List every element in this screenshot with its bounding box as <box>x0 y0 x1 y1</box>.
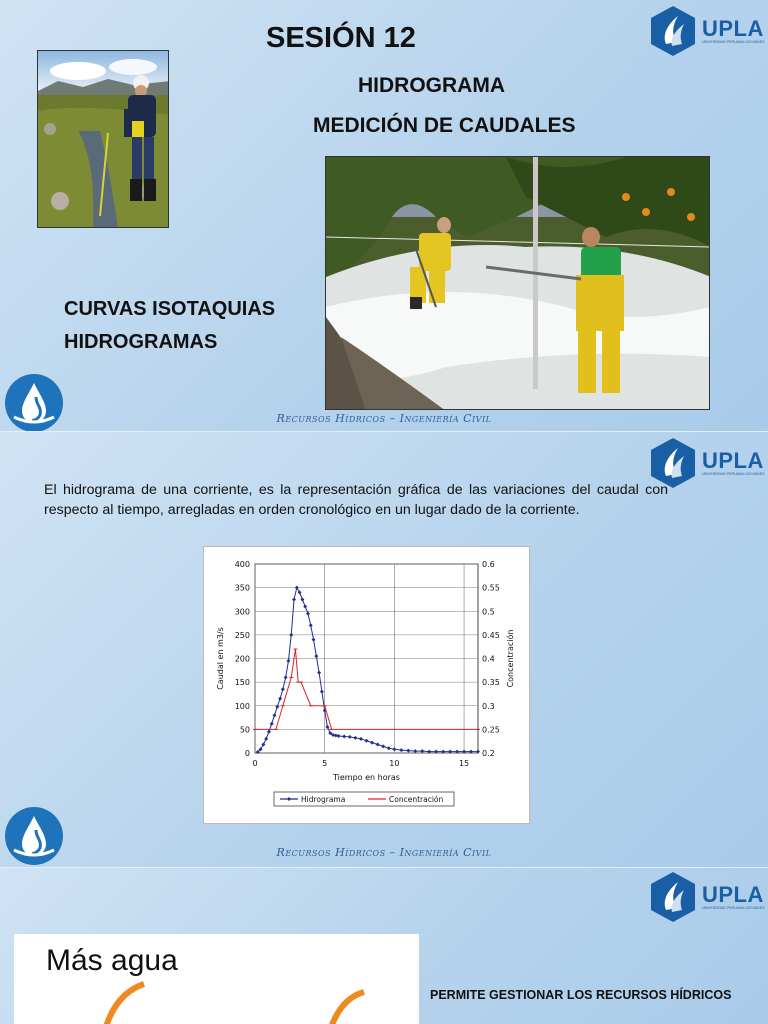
upla-logo-3 <box>648 870 768 924</box>
y2-axis-label: Concentración <box>506 629 515 688</box>
legend-label: Hidrograma <box>301 795 346 804</box>
y-axis-label: Caudal en m3/s <box>216 627 225 690</box>
y-tick-label: 400 <box>234 560 250 569</box>
subtitle-hidrograma: HIDROGRAMA <box>358 74 505 97</box>
x-axis-label: Tiempo en horas <box>333 773 400 782</box>
x-tick-label: 0 <box>252 759 258 768</box>
photo-river-measurement <box>325 156 710 410</box>
slide-1 <box>0 0 768 432</box>
subtitle-medicion: MEDICIÓN DE CAUDALES <box>313 114 576 137</box>
photo-worker-stream <box>37 50 169 228</box>
y2-tick-label: 0.35 <box>482 678 500 688</box>
upla-logo <box>648 4 768 58</box>
upla-word: UPLA <box>702 881 764 907</box>
y2-tick-label: 0.55 <box>482 583 500 593</box>
infographic-title: Más agua <box>46 944 178 977</box>
y-tick-label: 150 <box>234 678 250 688</box>
y2-tick-label: 0.5 <box>482 607 495 617</box>
hydrograph-chart <box>203 546 530 824</box>
slide1-footer: Recursos Hídricos – Ingeniería Civil <box>276 412 492 425</box>
y2-tick-label: 0.4 <box>482 654 495 664</box>
x-tick-label: 15 <box>458 759 470 768</box>
upla-subtext: UNIVERSIDAD PERUANA LOS ANDES <box>702 905 765 910</box>
y-tick-label: 200 <box>234 654 250 664</box>
slide2-footer: Recursos Hídricos – Ingeniería Civil <box>276 846 492 859</box>
y-tick-label: 350 <box>234 583 250 593</box>
manage-water-resources-text: PERMITE GESTIONAR LOS RECURSOS HÍDRICOS <box>430 988 732 1002</box>
upla-hexagon-icon <box>648 870 698 924</box>
topic-line-1: CURVAS ISOTAQUIAS <box>64 298 276 320</box>
y2-tick-label: 0.6 <box>482 560 495 569</box>
y2-tick-label: 0.3 <box>482 701 495 711</box>
y2-tick-label: 0.25 <box>482 725 500 735</box>
upla-word: UPLA <box>702 15 764 41</box>
upla-hexagon-icon <box>648 4 698 58</box>
hydrograph-definition: El hidrograma de una corriente, es la representación gráfica de las variaciones del caudal con respecto al tiempo, arregladas en orden cronológico en un lugar dado de la corriente. <box>44 482 668 518</box>
y-tick-label: 0 <box>244 749 250 758</box>
y-tick-label: 250 <box>234 630 250 640</box>
upla-word: UPLA <box>702 447 764 473</box>
x-tick-label: 5 <box>322 759 328 768</box>
orange-arc-icon <box>14 974 419 1024</box>
y-tick-label: 100 <box>234 701 250 711</box>
y2-tick-label: 0.2 <box>482 749 495 758</box>
y-tick-label: 300 <box>234 607 250 617</box>
x-tick-label: 10 <box>389 759 400 768</box>
y-tick-label: 50 <box>239 725 250 735</box>
hydrograph-chart-svg <box>204 547 531 825</box>
topic-line-2: HIDROGRAMAS <box>64 331 218 353</box>
upla-subtext: UNIVERSIDAD PERUANA LOS ANDES <box>702 39 765 44</box>
slide-2 <box>0 432 768 868</box>
legend-label: Concentración <box>389 795 444 804</box>
upla-subtext: UNIVERSIDAD PERUANA LOS ANDES <box>702 471 765 476</box>
y2-tick-label: 0.45 <box>482 630 500 640</box>
infographic-box <box>14 934 419 1024</box>
slide-3 <box>0 868 768 1024</box>
session-title: SESIÓN 12 <box>266 22 416 54</box>
